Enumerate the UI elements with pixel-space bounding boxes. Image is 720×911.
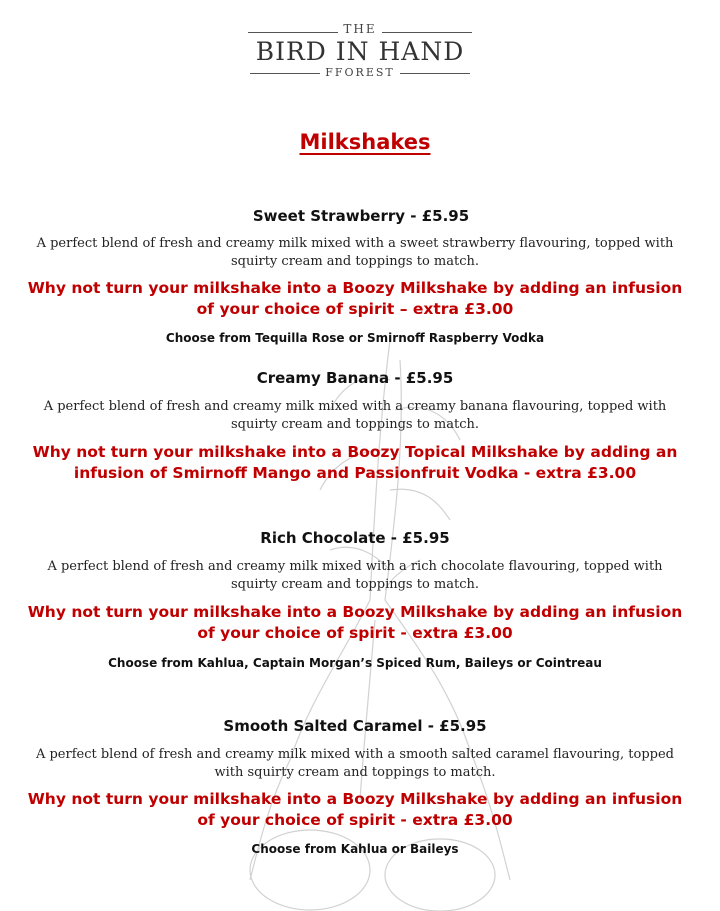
menu-item-rich-chocolate (0, 529, 710, 670)
boozy-offer-line: Why not turn your milkshake into a Boozy Milkshake by adding an infusion (27, 279, 683, 297)
logo-rule-right (382, 32, 472, 33)
page-title: Milkshakes (299, 130, 431, 154)
item-description-line: squirty cream and toppings to match. (230, 254, 480, 269)
boozy-offer-line: of your choice of spirit - extra £3.00 (197, 811, 513, 829)
logo-sub (240, 66, 480, 79)
item-description (0, 235, 710, 271)
logo-sub-rule-left (250, 73, 320, 74)
spirit-choices: Choose from Kahlua or Baileys (251, 842, 459, 856)
boozy-offer-line: of your choice of spirit - extra £3.00 (197, 624, 513, 642)
menu-item-sweet-strawberry (0, 207, 710, 345)
boozy-offer (0, 602, 710, 644)
menu-item-smooth-salted-caramel (0, 717, 710, 856)
boozy-offer (0, 789, 710, 831)
boozy-offer (0, 442, 710, 484)
logo-sub-text: FFOREST (325, 66, 395, 79)
boozy-offer-line: Why not turn your milkshake into a Boozy Milkshake by adding an infusion (27, 790, 683, 808)
item-name: Rich Chocolate - £5.95 (260, 529, 450, 547)
boozy-offer (0, 278, 710, 320)
item-description-line: squirty cream and toppings to match. (230, 577, 480, 592)
spirit-choices: Choose from Tequilla Rose or Smirnoff Raspberry Vodka (165, 331, 545, 345)
boozy-offer-line: infusion of Smirnoff Mango and Passionfruit Vodka - extra £3.00 (73, 464, 637, 482)
spirit-choices: Choose from Kahlua, Captain Morgan’s Spiced Rum, Baileys or Cointreau (108, 656, 602, 670)
logo-name: BIRD IN HAND (255, 37, 465, 66)
boozy-offer-line: of your choice of spirit – extra £3.00 (196, 300, 514, 318)
item-description (0, 558, 710, 594)
item-description-line: A perfect blend of fresh and creamy milk mixed with a rich chocolate flavouring, topped with (47, 559, 663, 574)
menu-item-creamy-banana (0, 369, 710, 484)
item-name: Creamy Banana - £5.95 (256, 369, 454, 387)
item-description-line: A perfect blend of fresh and creamy milk mixed with a creamy banana flavouring, topped with (43, 399, 667, 414)
logo-the (240, 22, 480, 36)
item-description-line: squirty cream and toppings to match. (230, 417, 480, 432)
boozy-offer-line: Why not turn your milkshake into a Boozy Topical Milkshake by adding an (32, 443, 678, 461)
item-description-line: with squirty cream and toppings to match. (214, 765, 496, 780)
logo-sub-rule-right (400, 73, 470, 74)
item-description (0, 746, 710, 782)
logo-the-text: THE (343, 22, 377, 36)
logo-rule-left (248, 32, 338, 33)
item-name: Sweet Strawberry - £5.95 (252, 207, 470, 225)
item-description-line: A perfect blend of fresh and creamy milk mixed with a sweet strawberry flavouring, topped with (36, 236, 674, 251)
item-name: Smooth Salted Caramel - £5.95 (223, 717, 487, 735)
item-description-line: A perfect blend of fresh and creamy milk mixed with a smooth salted caramel flavouring, topped (35, 747, 675, 762)
logo (240, 22, 480, 92)
item-description (0, 398, 710, 434)
boozy-offer-line: Why not turn your milkshake into a Boozy Milkshake by adding an infusion (27, 603, 683, 621)
